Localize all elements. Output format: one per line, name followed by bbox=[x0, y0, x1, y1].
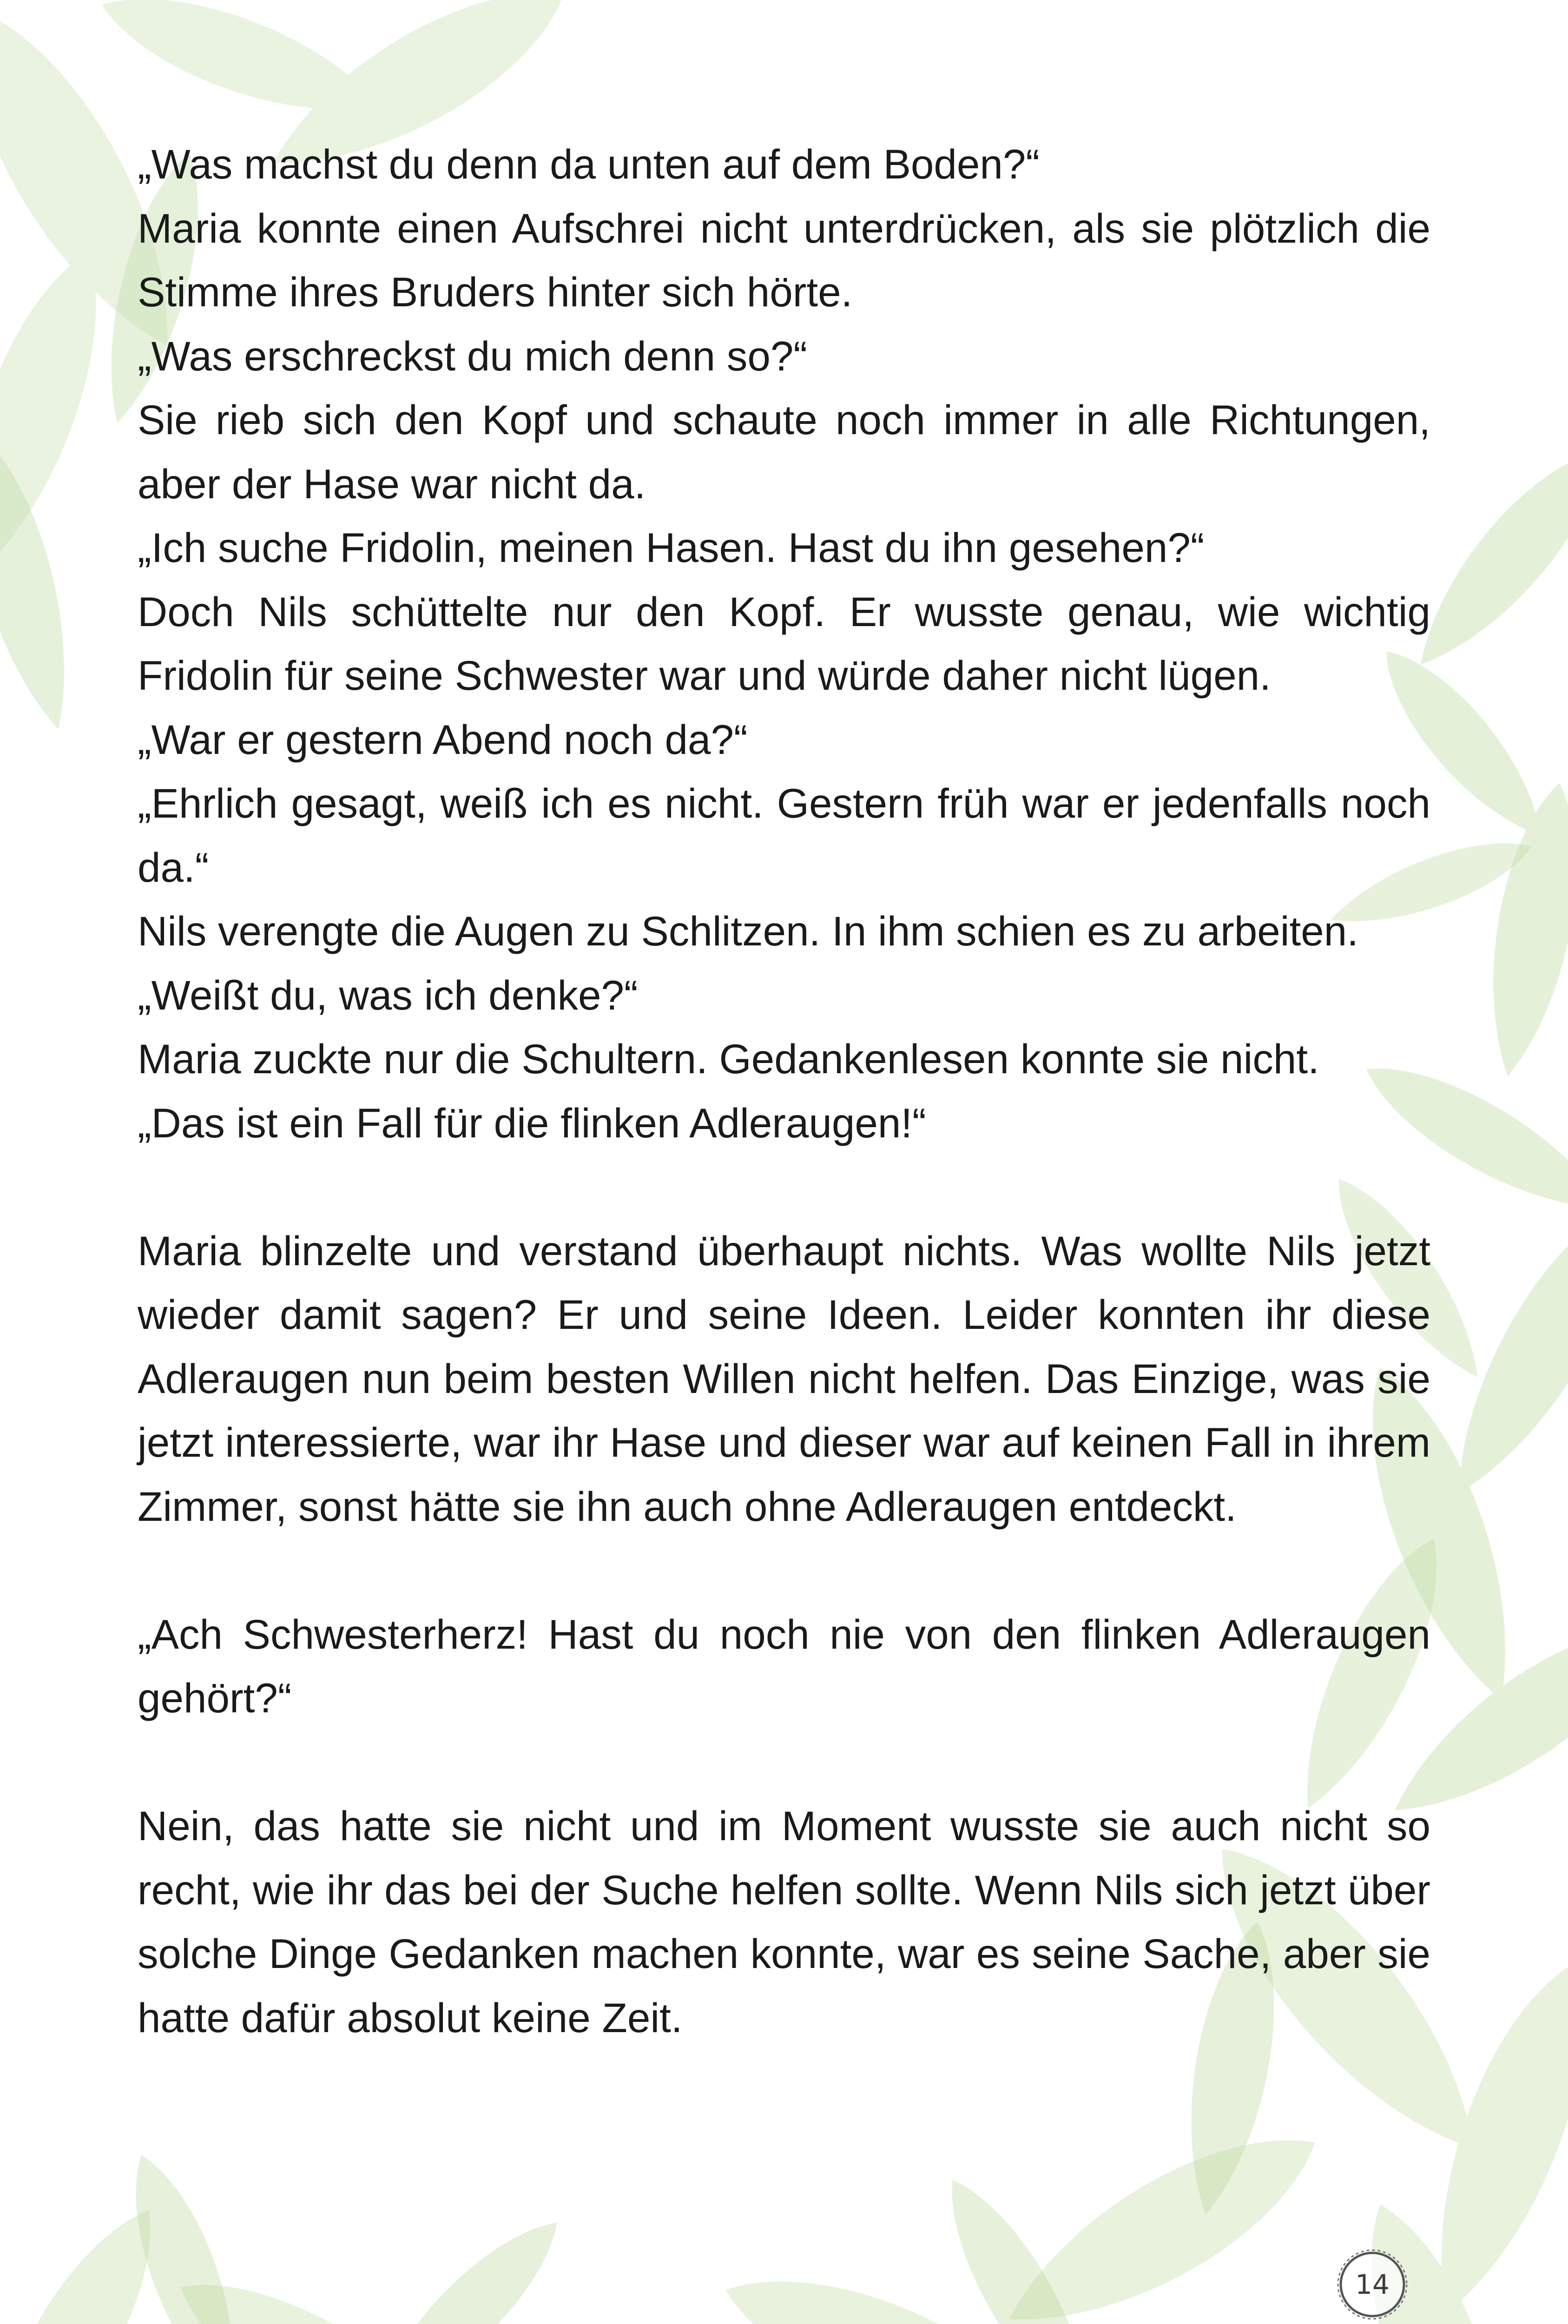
paragraph: Doch Nils schüttelte nur den Kopf. Er wusste genau, wie wichtig Fridolin für seine Schwester war und würde daher nicht lügen. bbox=[138, 588, 1430, 699]
page-number-badge bbox=[1336, 2248, 1409, 2321]
paragraph: „Weißt du, was ich denke?“ bbox=[138, 971, 638, 1018]
paragraph: „War er gestern Abend noch da?“ bbox=[138, 716, 748, 763]
paragraph: Maria konnte einen Aufschrei nicht unterdrücken, als sie plötzlich die Stimme ihres Bruders hinter sich hörte. bbox=[138, 205, 1430, 315]
paragraph: „Das ist ein Fall für die flinken Adleraugen!“ bbox=[138, 1099, 926, 1146]
paragraph: „Ehrlich gesagt, weiß ich es nicht. Gestern früh war er jedenfalls noch da.“ bbox=[138, 780, 1430, 891]
paragraph: Maria blinzelte und verstand überhaupt nichts. Was wollte Nils jetzt wieder damit sagen? Er und seine Ideen. Leider konnten ihr diese Adleraugen nun beim besten Willen nicht helfen. Das Einzige, was sie jetzt interessierte, war ihr Hase und dieser war auf keinen Fall in ihrem Zimmer, sonst hätte sie ihn auch ohne Adleraugen entdeckt. bbox=[138, 1227, 1430, 1530]
paragraph: „Was machst du denn da unten auf dem Boden?“ bbox=[138, 141, 1040, 187]
paragraph: „Ich suche Fridolin, meinen Hasen. Hast du ihn gesehen?“ bbox=[138, 524, 1205, 571]
paragraph: „Was erschreckst du mich denn so?“ bbox=[138, 332, 807, 379]
paragraph: „Ach Schwesterherz! Hast du noch nie von den flinken Adleraugen gehört?“ bbox=[138, 1611, 1430, 1721]
paragraph: Sie rieb sich den Kopf und schaute noch immer in alle Richtungen, aber der Hase war nicht da. bbox=[138, 396, 1430, 507]
page-number: 14 bbox=[1355, 2269, 1390, 2300]
story-text bbox=[138, 132, 1430, 2050]
paragraph: Nils verengte die Augen zu Schlitzen. In ihm schien es zu arbeiten. bbox=[138, 908, 1358, 954]
paragraph: Nein, das hatte sie nicht und im Moment wusste sie auch nicht so recht, wie ihr das bei der Suche helfen sollte. Wenn Nils sich jetzt über solche Dinge Gedanken machen konnte, war es seine Sache, aber sie hatte dafür absolut keine Zeit. bbox=[138, 1802, 1430, 2041]
paragraph: Maria zuckte nur die Schultern. Gedankenlesen konnte sie nicht. bbox=[138, 1036, 1319, 1082]
